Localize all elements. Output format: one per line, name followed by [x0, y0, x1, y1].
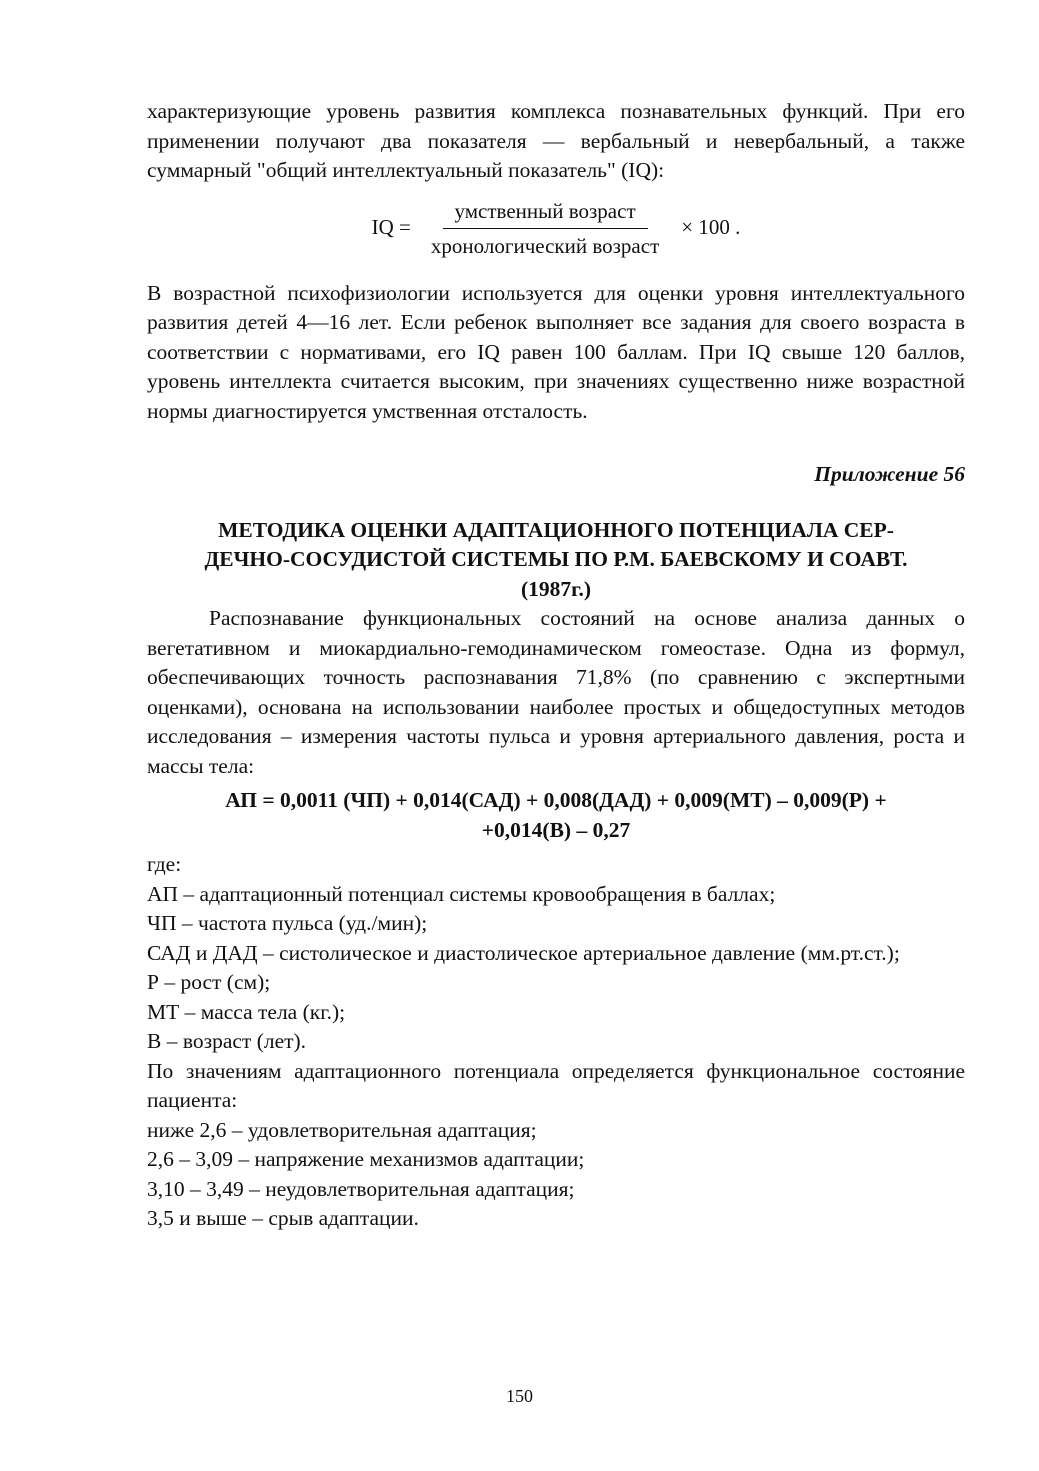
appendix-label: Приложение 56 — [814, 462, 965, 486]
iq-fraction — [419, 198, 671, 259]
definition-item: САД и ДАД – систолическое и диастолическое артериальное давление (мм.рт.ст.); — [147, 940, 900, 965]
ap-formula-line-1: АП = 0,0011 (ЧП) + 0,014(САД) + 0,008(ДАД) + 0,009(МТ) – 0,009(Р) + — [225, 788, 887, 812]
page-content — [147, 97, 965, 1234]
section-heading-line-2: ДЕЧНО-СОСУДИСТОЙ СИСТЕМЫ ПО Р.М. БАЕВСКОМУ И СОАВТ. — [204, 547, 908, 571]
iq-formula-lhs: IQ = — [371, 215, 411, 240]
state-item: 3,10 – 3,49 – неудовлетворительная адаптация; — [147, 1176, 575, 1201]
iq-denominator: хронологический возраст — [430, 233, 660, 258]
state-paragraph: По значениям адаптационного потенциала определяется функциональное состояние пациента: — [147, 1058, 965, 1112]
iq-formula-rhs: × 100 . — [681, 215, 741, 240]
where-label: где: — [147, 852, 182, 876]
intro-paragraph: характеризующие уровень развития комплекса познавательных функций. При его применении получают два показателя — вербальный и невербальный, а также суммарный "общий интеллектуальный показатель" (IQ): — [147, 99, 965, 182]
ap-formula — [147, 786, 965, 845]
iq-paragraph: В возрастной психофизиологии используется для оценки уровня интеллектуального развития детей 4—16 лет. Если ребенок выполняет все задания для своего возраста в соответствии с нормативами, его IQ равен 100 баллам. При IQ свыше 120 баллов, уровень интеллекта считается высоким, при значениях существенно ниже возрастной нормы диагностируется умственная отсталость. — [147, 280, 965, 423]
definition-item: В – возраст (лет). — [147, 1029, 307, 1053]
ap-formula-line-2: +0,014(В) – 0,27 — [481, 817, 631, 842]
state-item: ниже 2,6 – удовлетворительная адаптация; — [147, 1117, 537, 1142]
definition-item: ЧП – частота пульса (уд./мин); — [147, 911, 428, 935]
state-item: 2,6 – 3,09 – напряжение механизмов адаптации; — [147, 1147, 585, 1171]
page-number: 150 — [506, 1386, 533, 1406]
definition-item: Р – рост (см); — [147, 970, 271, 994]
section-heading-line-1: МЕТОДИКА ОЦЕНКИ АДАПТАЦИОННОГО ПОТЕНЦИАЛА СЕР- — [218, 517, 894, 542]
state-item: 3,5 и выше – срыв адаптации. — [147, 1206, 419, 1230]
iq-numerator: умственный возраст — [443, 198, 648, 229]
method-paragraph: Распознавание функциональных состояний на основе анализа данных о вегетативном и миокардиально-гемодинамическом гомеостазе. Одна из формул, обеспечивающих точность распознавания 71,8% (по сравнению с экспертными оценками), основана на использовании наиболее простых и общедоступных методов исследования – измерения частоты пульса и уровня артериального давления, роста и массы тела: — [147, 606, 965, 778]
definition-item: АП – адаптационный потенциал системы кровообращения в баллах; — [147, 881, 776, 906]
iq-formula — [147, 198, 965, 259]
section-heading-line-3: (1987г.) — [520, 576, 592, 601]
definition-item: МТ – масса тела (кг.); — [147, 999, 346, 1024]
